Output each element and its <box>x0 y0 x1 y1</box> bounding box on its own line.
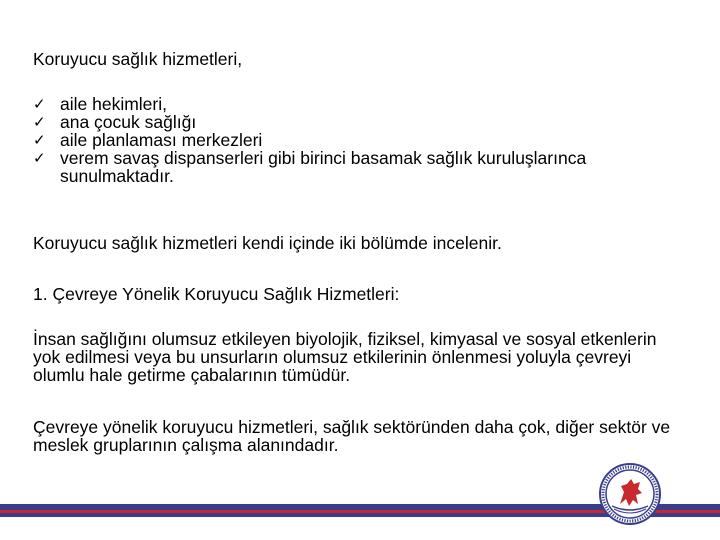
list-item <box>33 113 700 131</box>
section-heading: 1. Çevreye Yönelik Koruyucu Sağlık Hizmetleri: <box>33 284 400 304</box>
summary-text: Koruyucu sağlık hizmetleri kendi içinde iki bölümde incelenir. <box>33 233 502 253</box>
list-item-text: aile hekimleri, <box>60 94 167 114</box>
list-item <box>33 95 700 113</box>
list-item-text: ana çocuk sağlığı <box>60 112 197 132</box>
checkmark-icon: ✓ <box>33 95 46 113</box>
list-item-text: aile planlaması merkezleri <box>60 130 263 150</box>
checkmark-icon: ✓ <box>33 149 46 167</box>
checkmark-icon: ✓ <box>33 131 46 149</box>
list-item-text: verem savaş dispanserleri gibi birinci basamak sağlık kuruluşlarınca sunulmaktadır. <box>60 148 587 186</box>
list-item <box>33 149 700 185</box>
paragraph-definition: İnsan sağlığını olumsuz etkileyen biyolojik, fiziksel, kimyasal ve sosyal etkenlerin yok edilmesi veya bu unsurların olumsuz etkilerinin önlenmesi yoluyla çevreyi olumlu hale getirme çabalarının tümüdür. <box>33 329 657 385</box>
university-seal-icon <box>598 462 662 526</box>
list-item <box>33 131 700 149</box>
bullet-list <box>33 95 700 185</box>
checkmark-icon: ✓ <box>33 113 46 131</box>
paragraph-scope: Çevreye yönelik koruyucu hizmetleri, sağlık sektöründen daha çok, diğer sektör ve meslek gruplarının çalışma alanındadır. <box>33 417 671 455</box>
intro-text: Koruyucu sağlık hizmetleri, <box>33 49 243 69</box>
